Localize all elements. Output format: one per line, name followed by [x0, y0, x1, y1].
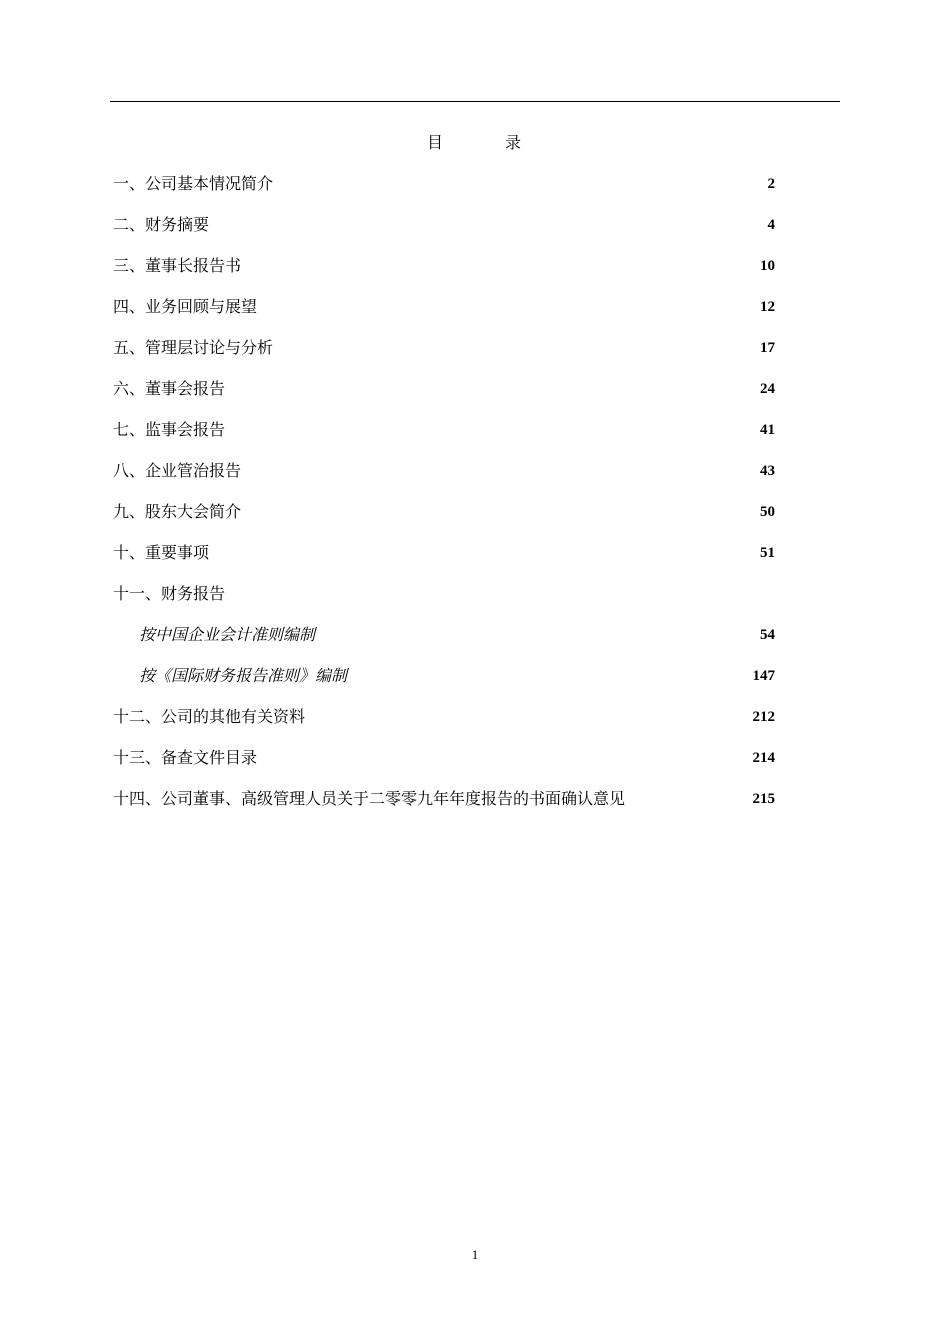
toc-entry-page: 2: [767, 176, 775, 192]
toc-entry-business-review[interactable]: [113, 296, 775, 337]
toc-entry-supervisory-report[interactable]: [113, 419, 775, 460]
toc-entry-label: 按《国际财务报告准则》编制: [139, 666, 348, 685]
toc-entry-page: 17: [760, 340, 775, 356]
toc-entry-label: 按中国企业会计准则编制: [139, 625, 316, 644]
toc-entry-corporate-governance[interactable]: [113, 460, 775, 501]
toc-entry-page: 54: [760, 627, 775, 643]
toc-entry-management-discussion[interactable]: [113, 337, 775, 378]
toc-entry-written-confirmation[interactable]: [113, 788, 775, 829]
toc-entry-page: 24: [760, 381, 775, 397]
toc-title: [0, 132, 950, 154]
toc-entry-page: 214: [752, 750, 775, 766]
toc-entry-page: 4: [767, 217, 775, 233]
toc-entry-shareholders-meeting[interactable]: [113, 501, 775, 542]
toc-entry-label: 十、重要事项: [113, 543, 210, 562]
toc-entry-label: 十二、公司的其他有关资料: [113, 707, 306, 726]
toc-entry-page: 212: [752, 709, 775, 725]
toc-entry-label: 十一、财务报告: [113, 584, 226, 603]
toc-entry-chairman-statement[interactable]: [113, 255, 775, 296]
toc-entry-page: 50: [760, 504, 775, 520]
toc-entry-page: 147: [752, 668, 775, 684]
toc-entry-label: 十三、备查文件目录: [113, 748, 258, 767]
table-of-contents: [113, 173, 775, 829]
toc-title-char-2: 录: [505, 133, 524, 152]
toc-entry-label: 四、业务回顾与展望: [113, 297, 258, 316]
toc-title-char-1: 目: [426, 133, 445, 152]
page-number: 1: [471, 1247, 479, 1262]
toc-entry-label: 二、财务摘要: [113, 215, 210, 234]
toc-entry-documents-for-inspection[interactable]: [113, 747, 775, 788]
toc-entry-page: 12: [760, 299, 775, 315]
toc-entry-board-report[interactable]: [113, 378, 775, 419]
toc-entry-page: 43: [760, 463, 775, 479]
toc-entry-label: 九、股东大会简介: [113, 502, 242, 521]
toc-entry-page: 10: [760, 258, 775, 274]
header-rule: [110, 101, 840, 102]
toc-entry-label: 六、董事会报告: [113, 379, 226, 398]
toc-entry-financial-report[interactable]: [113, 583, 775, 624]
toc-entry-page: 215: [752, 791, 775, 807]
toc-entry-label: 三、董事长报告书: [113, 256, 242, 275]
toc-entry-label: 七、监事会报告: [113, 420, 226, 439]
toc-entry-page: 51: [760, 545, 775, 561]
toc-entry-page: 41: [760, 422, 775, 438]
toc-entry-company-profile[interactable]: [113, 173, 775, 214]
toc-subentry-ifrs[interactable]: [113, 665, 775, 706]
toc-entry-label: 五、管理层讨论与分析: [113, 338, 274, 357]
toc-entry-label: 十四、公司董事、高级管理人员关于二零零九年年度报告的书面确认意见: [113, 789, 626, 808]
toc-entry-significant-events[interactable]: [113, 542, 775, 583]
toc-subentry-prc-gaap[interactable]: [113, 624, 775, 665]
toc-entry-other-information[interactable]: [113, 706, 775, 747]
toc-entry-financial-summary[interactable]: [113, 214, 775, 255]
toc-entry-label: 一、公司基本情况简介: [113, 174, 274, 193]
toc-entry-label: 八、企业管治报告: [113, 461, 242, 480]
